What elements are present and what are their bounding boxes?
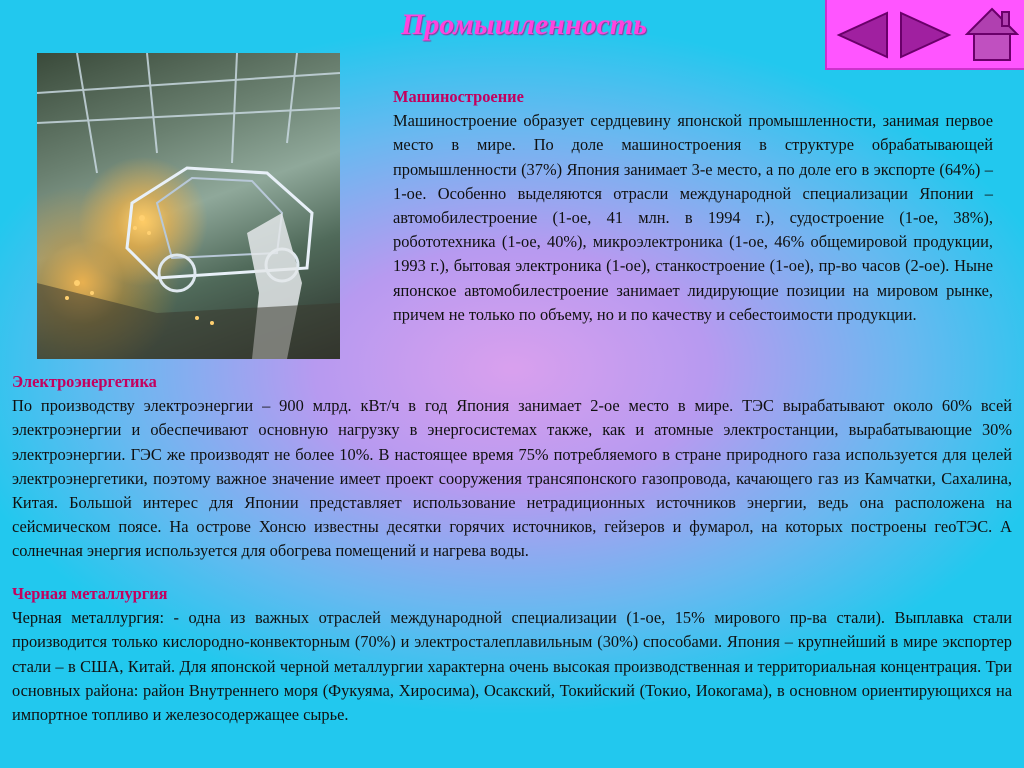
ferrous-metallurgy-section [12,582,1012,727]
electric-power-section [12,370,1012,564]
home-icon[interactable] [965,6,1019,62]
ferrous-metallurgy-text: Черная металлургия: - одна из важных отраслей международной специализации (1-ое, 15% мирового пр-ва стали). Выплавка стали производится только кислородно-конвекторным (70%) и электросталеплавильным (30%) способами. Япония – крупнейший в мире экспортер стали – в США, Китай. Для японской черной металлургии характерна очень высокая производственная и территориальная концентрация. Три основных района: район Внутреннего моря (Фукуяма, Хиросима), Осакский, Токийский (Токио, Иокогама), в основном ориентирующихся на импортное топливо и железосодержащее сырье. [12,608,1012,725]
factory-photo [37,53,340,359]
electric-power-text: По производству электроэнергии – 900 млрд. кВт/ч в год Япония занимает 2-ое место в мире. ТЭС вырабатывают около 60% всей электроэнергии и обеспечивают основную нагрузку в энергосистемах также, как и атомные электростанции, вырабатывающие 30% электроэнергии. ГЭС же производят не более 10%. В настоящее время 75% потребляемого в стране природного газа используется для целей электроэнергетики, поэтому важное значение имеет проект сооружения трансяпонского газопровода, качающего газ из Камчатки, Сахалина, Китая. Большой интерес для Японии представляет использование нетрадиционных источников энергии, ведь она расположена на сейсмическом поясе. На острове Хонсю известны десятки горячих источников, гейзеров и фумарол, на которых построены геоТЭС. А солнечная энергия используется для обогрева помещений и нагрева воды. [12,396,1012,561]
machine-building-text: Машиностроение образует сердцевину японской промышленности, занимая первое место в мире. По доле машиностроения в структуре обрабатывающей промышленности (37%) Япония занимает 3-е место, а по доле его в экспорте (64%) – 1-ое. Особенно выделяются отрасли международной специализации Японии – автомобилестроение (1-ое, 41 млн. в 1994 г.), судостроение (1-ое, 38%), робототехника (1-ое, 40%), микроэлектроника (1-ое, 46% общемировой продукции, 1993 г.), бытовая электроника (1-ое), станкостроение (1-ое), пр-во часов (2-ое). Ныне японское автомобилестроение занимает лидирующие позиции на мировом рынке, причем не только по объему, но и по качеству и себестоимости продукции. [393,111,993,324]
electric-power-heading: Электроэнергетика [12,372,157,391]
slide-title: Промышленность [401,8,647,41]
triangle-right-icon[interactable] [897,10,953,60]
ferrous-metallurgy-heading: Черная металлургия [12,584,168,603]
machine-building-section [393,85,993,327]
triangle-left-icon[interactable] [835,10,891,60]
machine-building-heading: Машиностроение [393,87,524,106]
car-assembly-line-image [37,53,340,359]
navigation-panel [825,0,1024,70]
